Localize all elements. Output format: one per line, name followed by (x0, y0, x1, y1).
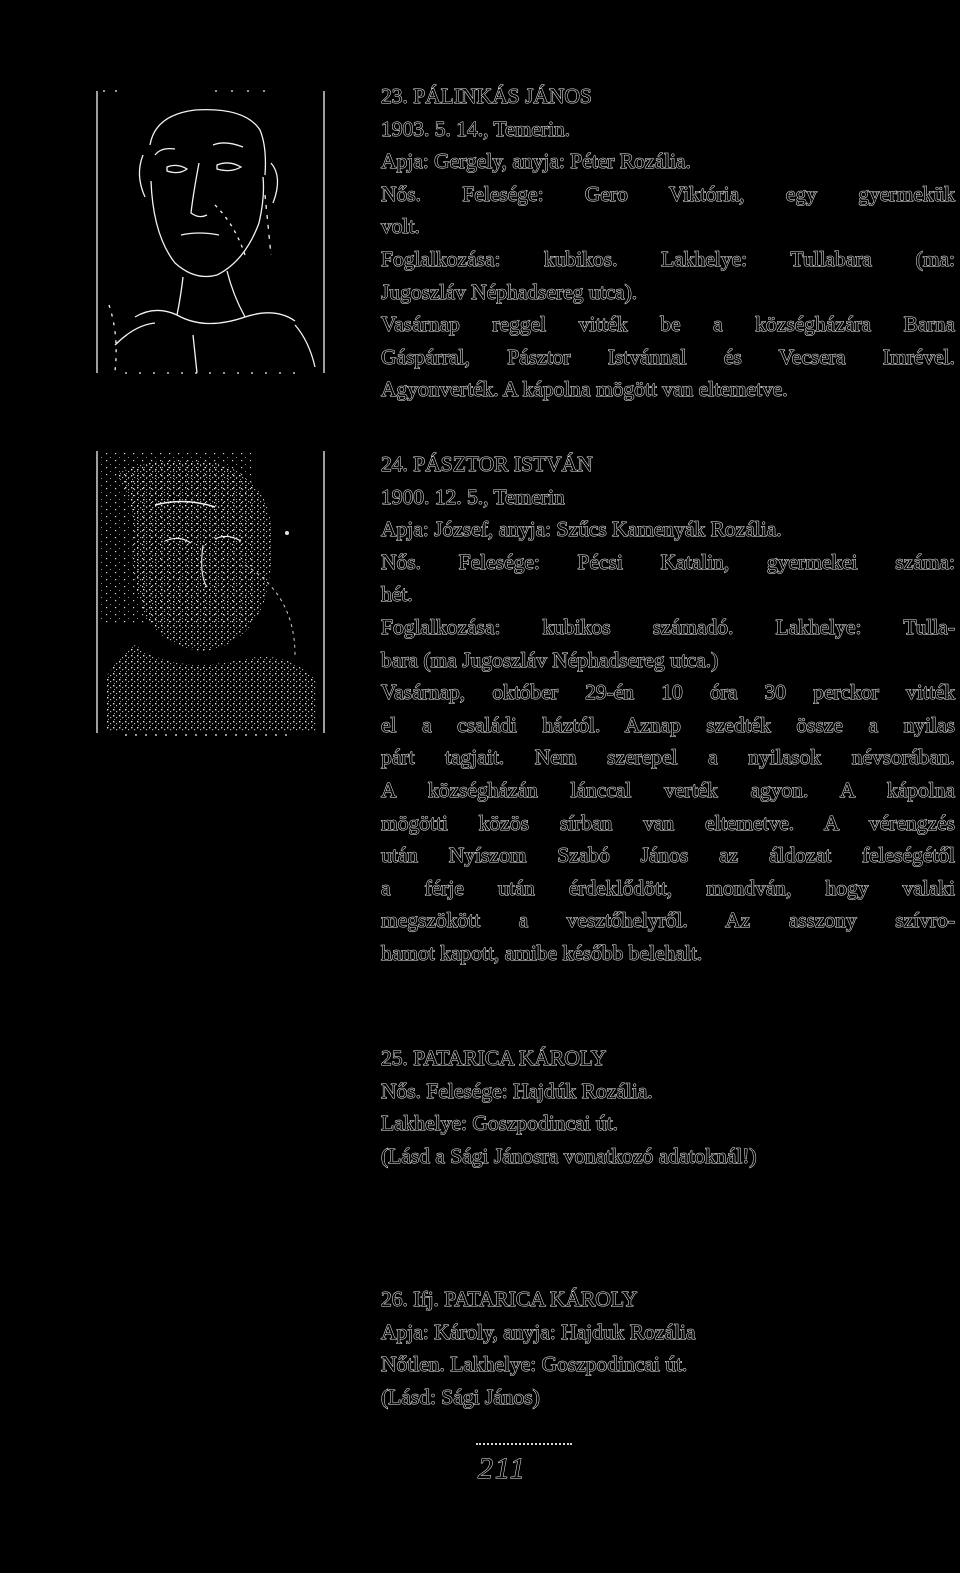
page-number: 211 (478, 1452, 527, 1485)
entry-line: Apja: Károly, anyja: Hajduk Rozália (381, 1319, 696, 1344)
entry-line: Vasárnap, október 29-én 10 óra 30 perckor vitték (381, 680, 955, 705)
entry-heading: 24. PÁSZTOR ISTVÁN (381, 452, 593, 476)
entry-line: Vasárnap reggel vitték be a községházára Barna (381, 312, 955, 337)
entry-line: A községházán lánccal verték agyon. A kápolna (381, 777, 955, 802)
entry-line: Nős. Felesége: Pécsi Katalin, gyermekei száma: (381, 549, 955, 574)
entry-line: Agyonverték. A kápolna mögött van eltemetve. (381, 377, 788, 402)
entry-line: a férje után érdeklődött, mondván, hogy valaki (381, 875, 955, 900)
portrait-outline-24 (95, 445, 327, 737)
entry-line: Nős. Felesége: Gero Viktória, egy gyermekük (381, 181, 955, 206)
entry-24-pasztor-istvan (381, 448, 955, 970)
entry-25-patarica-karoly (381, 1042, 955, 1172)
portrait-outline-23 (95, 85, 327, 377)
entry-line: Foglalkozása: kubikos. Lakhelye: Tullabara (ma: (381, 246, 955, 271)
entry-line: bara (ma Jugoszláv Néphadsereg utca.) (381, 647, 719, 672)
entry-heading: 25. PATARICA KÁROLY (381, 1046, 607, 1070)
entry-line: Apja: Gergely, anyja: Péter Rozália. (381, 149, 691, 174)
entry-line: Jugoszláv Néphadsereg utca). (381, 279, 638, 304)
portrait-photo-pasztor-istvan (95, 445, 327, 737)
entry-line: hét. (381, 582, 413, 607)
entry-line: 1900. 12. 5., Temerin (381, 484, 565, 509)
page-number-dots (476, 1443, 572, 1449)
entry-26-ifj-patarica-karoly (381, 1283, 955, 1413)
entry-line: Nőtlen. Lakhelye: Goszpodincai út. (381, 1352, 688, 1377)
entry-line: megszökött a vesztőhelyről. Az asszony szívro- (381, 908, 955, 933)
entry-line: hamot kapott, amibe később belehalt. (381, 940, 703, 965)
portrait-photo-palinkas-janos (95, 85, 327, 377)
entry-heading: 23. PÁLINKÁS JÁNOS (381, 84, 592, 108)
entry-heading: 26. Ifj. PATARICA KÁROLY (381, 1287, 638, 1311)
entry-line: Lakhelye: Goszpodincai út. (381, 1111, 619, 1136)
entry-line: Apja: József, anyja: Szűcs Kamenyák Rozália. (381, 517, 782, 542)
entry-line: után Nyíszom Szabó János az áldozat feleségétől (381, 843, 955, 868)
entry-line: (Lásd: Sági János) (381, 1384, 540, 1409)
entry-line: párt tagjait. Nem szerepel a nyilasok névsorában. (381, 745, 955, 770)
entry-line: Foglalkozása: kubikos számadó. Lakhelye: Tulla- (381, 614, 955, 639)
entry-line: mögötti közös sírban van eltemetve. A vérengzés (381, 810, 955, 835)
entry-line: (Lásd a Sági Jánosra vonatkozó adatoknál!) (381, 1143, 757, 1168)
entry-line: el a családi háztól. Aznap szedték össze a nyilas (381, 712, 955, 737)
entry-line: volt. (381, 214, 420, 239)
entry-23-palinkas-janos (381, 80, 955, 406)
entry-line: Nős. Felesége: Hajdúk Rozália. (381, 1078, 653, 1103)
entry-line: 1903. 5. 14., Temerin. (381, 116, 571, 141)
entry-line: Gáspárral, Pásztor Istvánnal és Vecsera Imrével. (381, 344, 955, 369)
